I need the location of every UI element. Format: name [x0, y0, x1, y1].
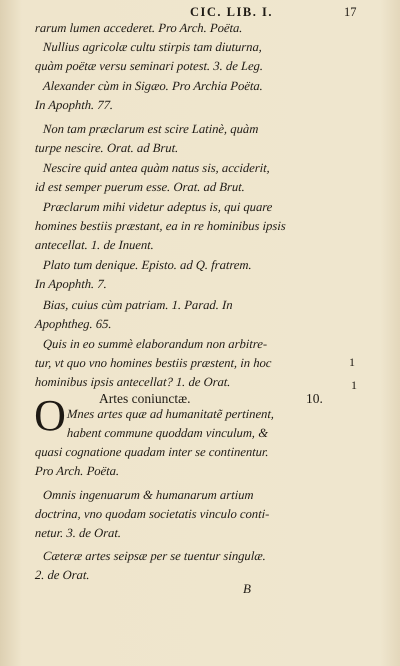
drop-cap-o: O [34, 391, 66, 440]
text-line: Omnis ingenuarum & humanarum artium [42, 488, 254, 502]
text-line: Præclarum mihi videtur adeptus is, qui quare [42, 200, 273, 214]
text-line: Apophtheg. 65. [34, 317, 112, 331]
text-line: tur, vt quo vno homines bestiis præstent, in hoc [34, 356, 272, 370]
text-line: Alexander cùm in Sigæo. Pro Archia Poëta. [42, 79, 264, 93]
text-line: Pro Arch. Poëta. [34, 464, 120, 478]
page-number: 17 [344, 5, 357, 19]
section-title: Artes coniunctæ. [99, 391, 191, 406]
section-number: 10. [306, 391, 323, 406]
margin-mark: 1 [349, 355, 355, 369]
text-line: Nescire quid antea quàm natus sis, acciderit, [42, 161, 271, 175]
running-head: CIC. LIB. I. [190, 5, 273, 19]
text-line: netur. 3. de Orat. [34, 526, 122, 540]
text-line: rarum lumen accederet. Pro Arch. Poëta. [34, 21, 243, 35]
text-line: Nullius agricolæ cultu stirpis tam diuturna, [42, 40, 263, 54]
text-line: In Apophth. 77. [34, 98, 114, 112]
text-line: Cæteræ artes seipsæ per se tuentur singulæ. [42, 549, 267, 563]
text-line: antecellat. 1. de Inuent. [34, 238, 155, 252]
text-line: id est semper puerum esse. Orat. ad Brut. [34, 180, 246, 194]
margin-mark: 1 [351, 378, 357, 392]
text-line: Quis in eo summè elaborandum non arbitre- [42, 337, 268, 351]
text-line: quàm poëtæ versu seminari potest. 3. de Leg. [34, 59, 264, 73]
text-line: homines bestiis præstant, ea in re hominibus ipsis [34, 219, 287, 233]
signature-mark: B [243, 581, 251, 596]
text-line: Plato tum denique. Episto. ad Q. fratrem. [42, 258, 253, 272]
text-line: habent commune quoddam vinculum, & [66, 426, 269, 440]
text-line: Mnes artes quæ ad humanitatẽ pertinent, [66, 407, 275, 421]
text-line: Non tam præclarum est scire Latinè, quàm [42, 122, 259, 136]
text-line: hominibus ipsis antecellat? 1. de Orat. [34, 375, 231, 389]
text-line: quasi cognatione quadam inter se continentur. [34, 445, 270, 459]
text-line: 2. de Orat. [34, 568, 90, 582]
text-line: Bias, cuius cùm patriam. 1. Parad. In [42, 298, 233, 312]
text-line: turpe nescire. Orat. ad Brut. [34, 141, 179, 155]
text-line: In Apophth. 7. [34, 277, 108, 291]
text-line: doctrina, vno quodam societatis vinculo conti- [34, 507, 270, 521]
